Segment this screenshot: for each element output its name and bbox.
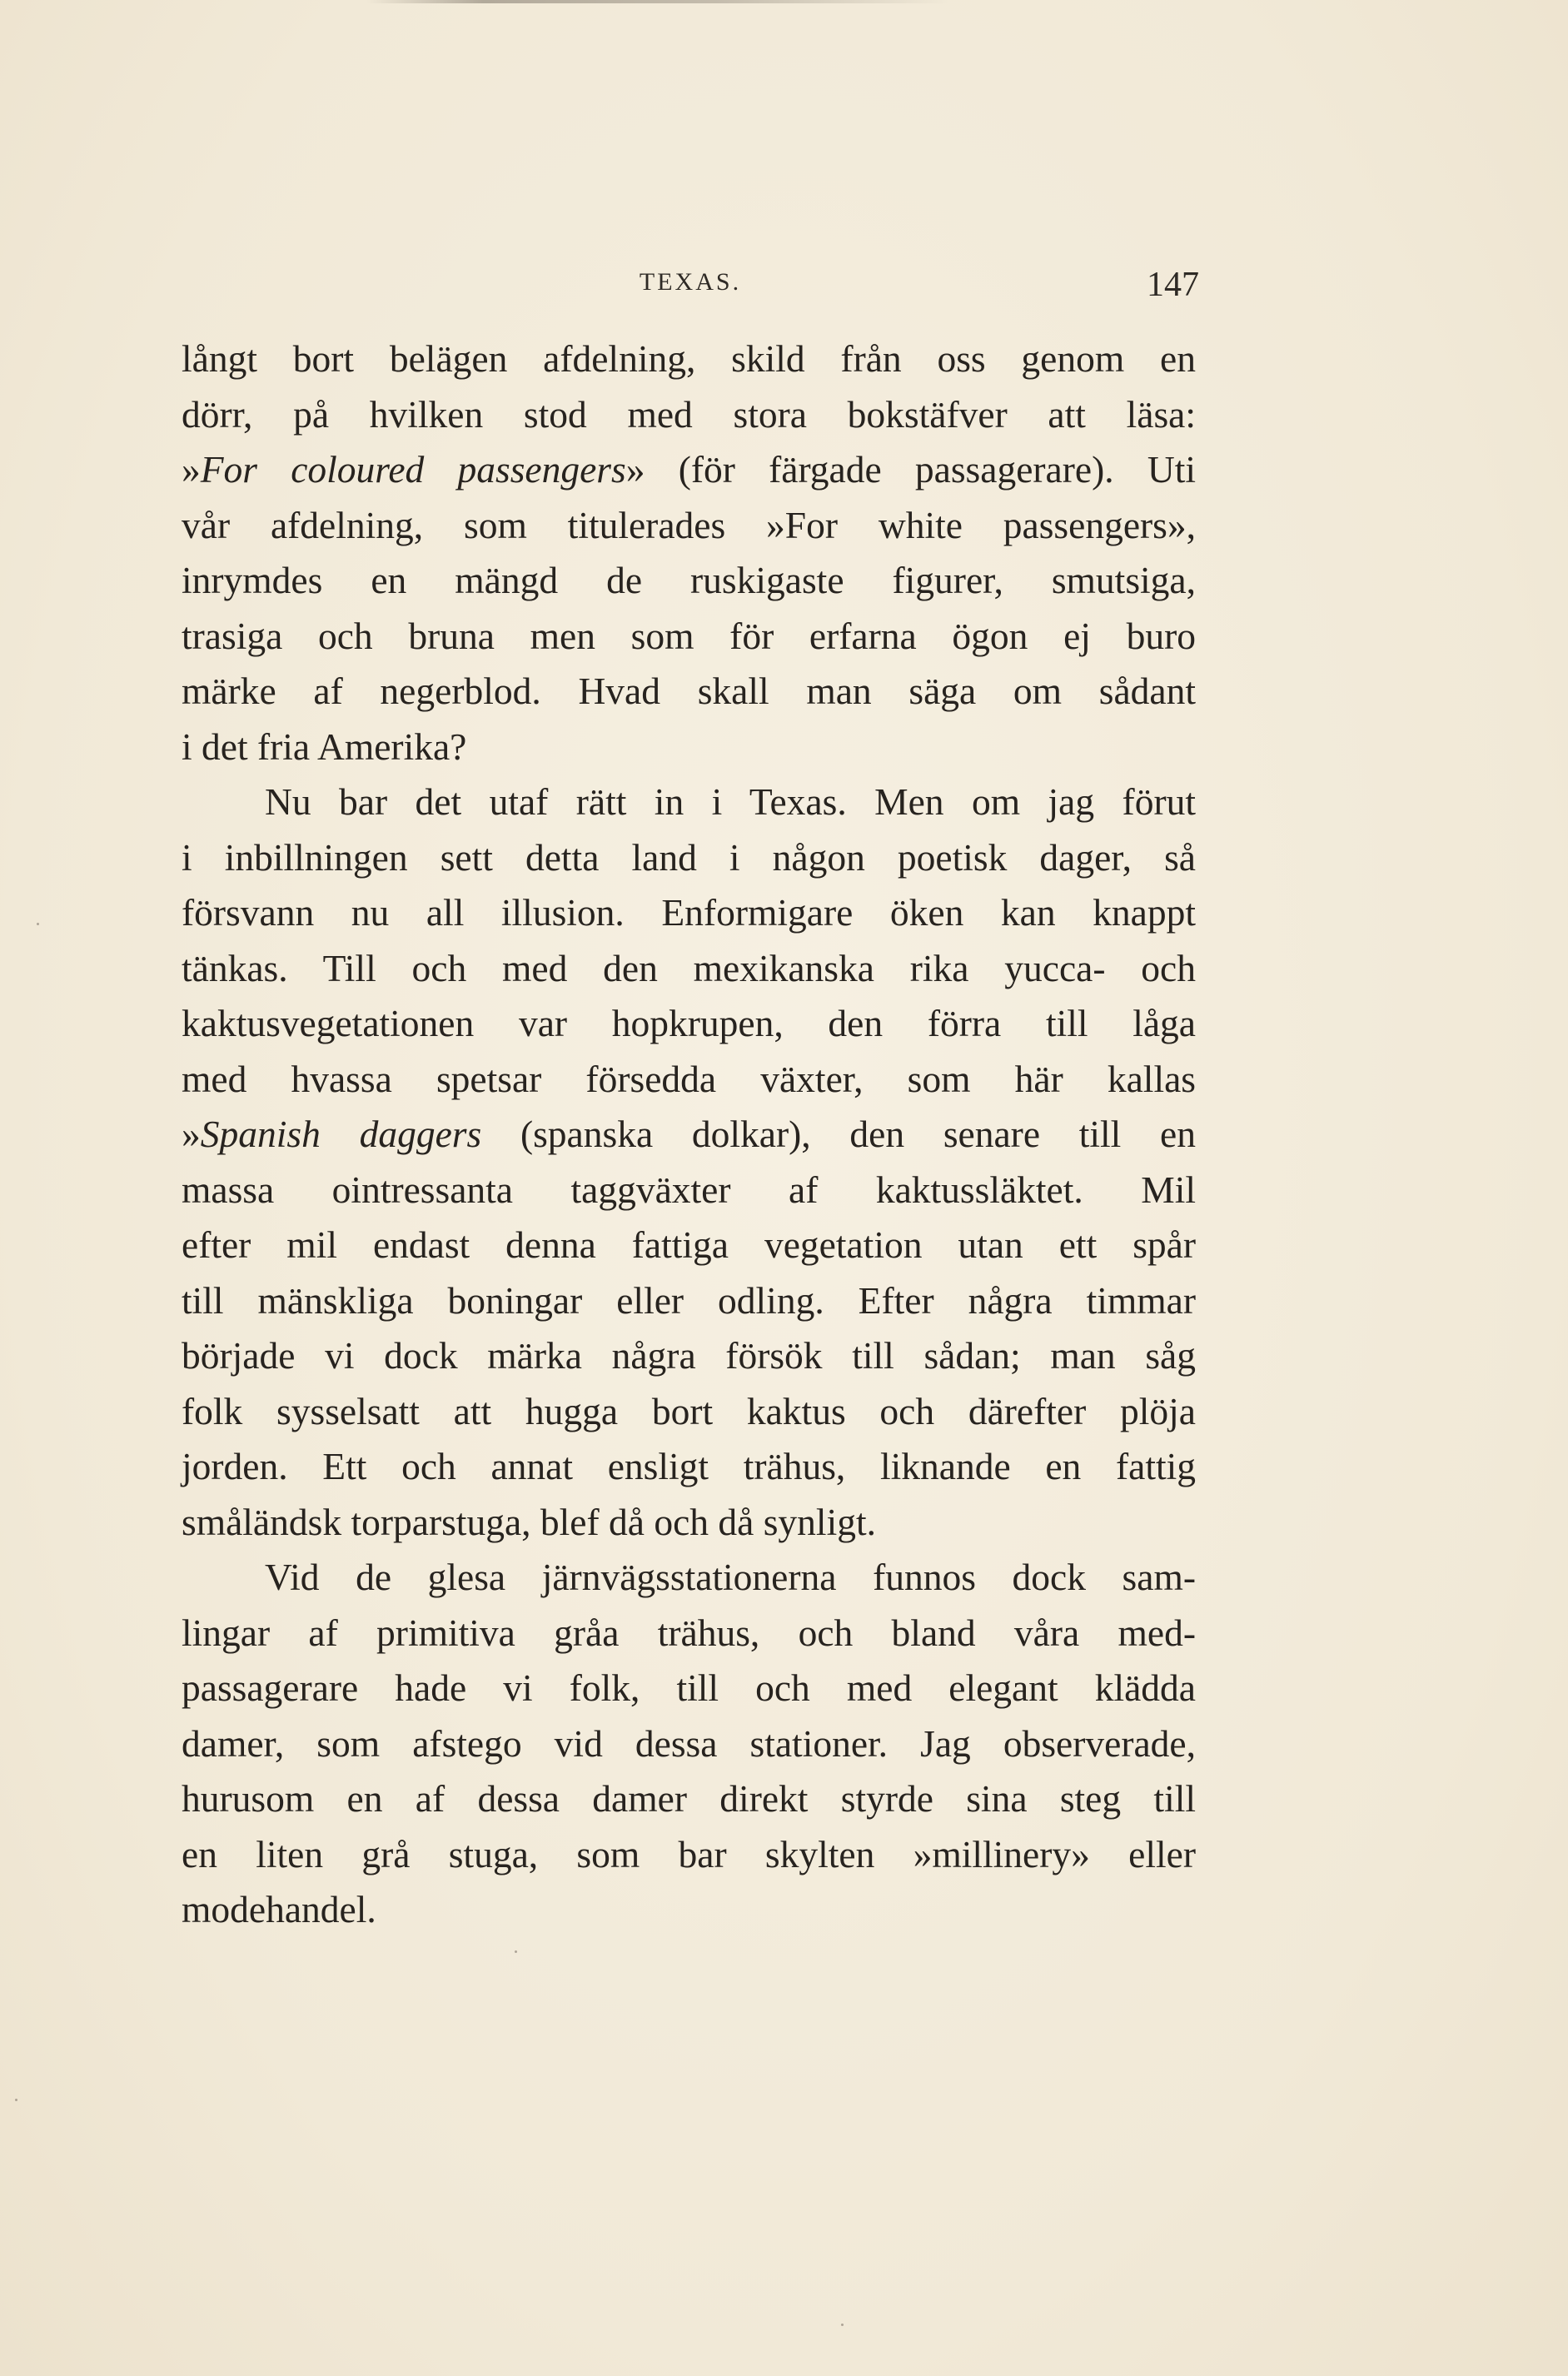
text-line: massa ointressanta taggväxter af kaktussläktet. Mil bbox=[182, 1168, 1196, 1211]
text-line: inrymdes en mängd de ruskigaste figurer, smutsiga, bbox=[182, 559, 1196, 601]
text-line: började vi dock märka några försök till sådan; man såg bbox=[182, 1334, 1196, 1377]
paper-speck bbox=[37, 923, 39, 925]
text-line: småländsk torparstuga, blef då och då synligt. bbox=[182, 1500, 876, 1543]
text-line: vår afdelning, som titulerades »For white passengers», bbox=[182, 503, 1196, 546]
text-line: med hvassa spetsar försedda växter, som här kallas bbox=[182, 1057, 1196, 1100]
page-number: 147 bbox=[1147, 266, 1199, 304]
text-line: folk sysselsatt att hugga bort kaktus och därefter plöja bbox=[182, 1389, 1196, 1432]
text-line: passagerare hade vi folk, till och med elegant klädda bbox=[182, 1666, 1196, 1709]
text-line: modehandel. bbox=[182, 1888, 376, 1930]
paper-speck bbox=[15, 2099, 17, 2101]
text-line: damer, som afstego vid dessa stationer. Jag observerade, bbox=[182, 1721, 1196, 1765]
paragraph bbox=[182, 775, 1196, 1550]
running-title: TEXAS. bbox=[639, 268, 742, 296]
text-line: en liten grå stuga, som bar skylten »millinery» eller bbox=[182, 1832, 1196, 1875]
text-line: i inbillningen sett detta land i någon poetisk dager, så bbox=[182, 835, 1196, 879]
text-line: »For coloured passengers» (för färgade passagerare). Uti bbox=[182, 448, 1196, 491]
text-line: dörr, på hvilken stod med stora bokstäfver att läsa: bbox=[182, 392, 1196, 436]
text-line: Vid de glesa järnvägsstationerna funnos dock sam- bbox=[265, 1556, 1196, 1598]
text-line: i det fria Amerika? bbox=[182, 725, 467, 768]
italic-phrase: Spanish daggers bbox=[200, 1113, 482, 1155]
paragraph bbox=[182, 1550, 1196, 1938]
text-line: försvann nu all illusion. Enformigare öken kan knappt bbox=[182, 891, 1196, 934]
page-header bbox=[182, 265, 1199, 315]
text-line: lingar af primitiva gråa trähus, och bland våra med- bbox=[182, 1611, 1196, 1654]
text-line: »Spanish daggers (spanska dolkar), den senare till en bbox=[182, 1113, 1196, 1155]
body-text bbox=[182, 331, 1196, 1938]
text-line: kaktusvegetationen var hopkrupen, den förra till låga bbox=[182, 1002, 1196, 1044]
text-line: hurusom en af dessa damer direkt styrde sina steg till bbox=[182, 1777, 1196, 1820]
text-line: trasiga och bruna men som för erfarna ögon ej buro bbox=[182, 614, 1196, 657]
text-line: Nu bar det utaf rätt in i Texas. Men om jag förut bbox=[265, 780, 1196, 823]
text-line: långt bort belägen afdelning, skild från oss genom en bbox=[182, 337, 1196, 380]
text-line: till mänskliga boningar eller odling. Efter några timmar bbox=[182, 1278, 1196, 1322]
text-line: tänkas. Till och med den mexikanska rika yucca- och bbox=[182, 946, 1196, 989]
paper-speck bbox=[841, 2324, 844, 2326]
text-line: jorden. Ett och annat ensligt trähus, liknande en fattig bbox=[182, 1445, 1196, 1487]
paragraph bbox=[182, 331, 1196, 775]
page-top-edge bbox=[366, 0, 949, 3]
italic-phrase: For coloured passengers bbox=[200, 448, 626, 491]
text-line: efter mil endast denna fattiga vegetation utan ett spår bbox=[182, 1223, 1196, 1266]
text-line: märke af negerblod. Hvad skall man säga om sådant bbox=[182, 670, 1196, 712]
paper-speck bbox=[515, 1950, 517, 1953]
